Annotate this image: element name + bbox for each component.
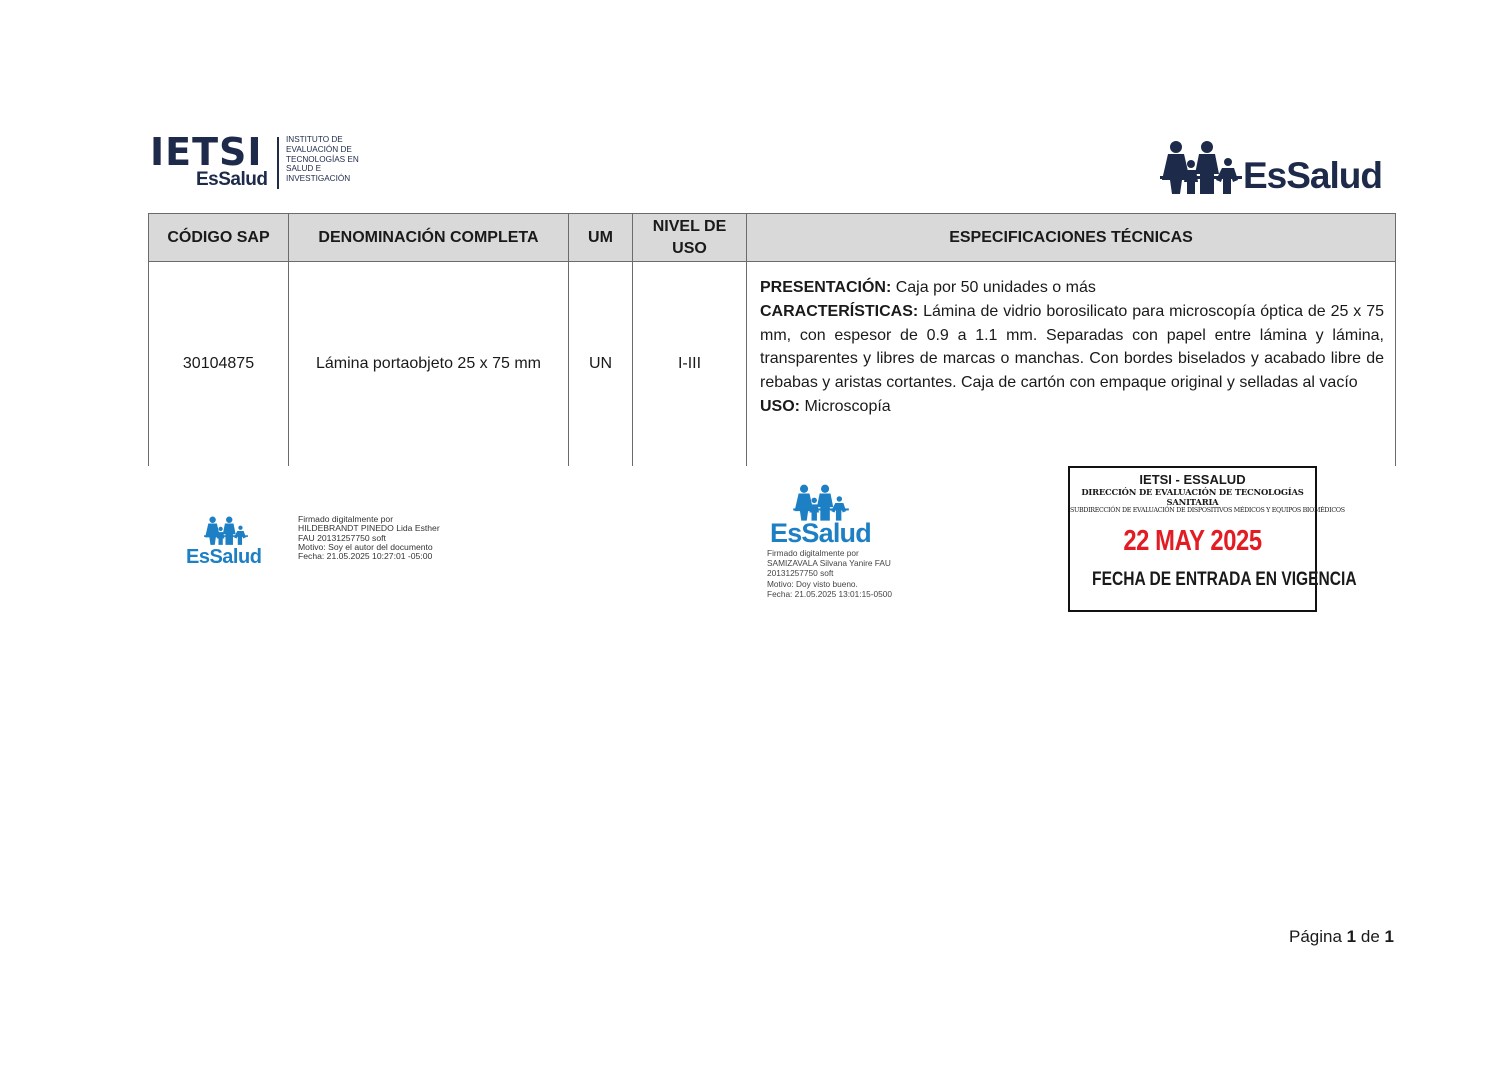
header-denominacion: DENOMINACIÓN COMPLETA [289,214,569,262]
signature-1-text: Firmado digitalmente por HILDEBRANDT PINEDO Lida Esther FAU 20131257750 soft Motivo: Soy el autor del documento Fecha: 21.05.2025 10:27:01 -05:00 [298,514,440,562]
ietsi-logo-sub: EsSalud [196,169,268,190]
essalud-family-icon [204,516,248,546]
table-row [149,262,1396,467]
signature-2-text: Firmado digitalmente por SAMIZAVALA Silvana Yanire FAU 20131257750 soft Motivo: Doy visto bueno. Fecha: 21.05.2025 13:01:15-0500 [767,548,893,599]
caracteristicas-text: Lámina de vidrio borosilicato para microscopía óptica de 25 x 75 mm, con espesor de 0.9 a 1.1 mm. Separadas con papel entre lámina y lámina, transparentes y libres de marcas o manchas. Con bordes biselados y acabado libre de rebabas y aristas cortantes. Caja de cartón con empaque original y selladas al vacío [760,302,1384,392]
essalud-logo-word: EsSalud [1243,155,1382,196]
signature-1-logo-word: EsSalud [186,546,262,568]
stamp-subdirection: SUBDIRECCIÓN DE EVALUACIÓN DE DISPOSITIVOS MÉDICOS Y EQUIPOS BIOMÉDICOS [1070,507,1345,514]
signature-1-logo [186,516,266,572]
cell-codigo-sap: 30104875 [149,262,289,467]
presentacion-text: Caja por 50 unidades o más [891,279,1096,296]
specifications-table [148,213,1396,466]
header-nivel-uso: NIVEL DE USO [633,214,747,262]
ietsi-logo-divider [277,137,279,189]
header-um: UM [569,214,633,262]
ietsi-logo-description: INSTITUTO DE EVALUACIÓN DE TECNOLOGÍAS EN SALUD E INVESTIGACIÓN [286,135,359,184]
signature-2-logo [770,484,880,552]
cell-nivel-uso: I-III [633,262,747,467]
cell-especificaciones [747,262,1396,467]
cell-denominacion: Lámina portaobjeto 25 x 75 mm [289,262,569,467]
ietsi-logo-word: IETSI [150,130,263,174]
essalud-logo [1160,140,1395,198]
presentacion-label: PRESENTACIÓN: [760,279,892,296]
table-header-row [149,214,1396,262]
uso-label: USO: [760,397,800,415]
effective-date-stamp [1068,466,1357,612]
cell-um: UN [569,262,633,467]
stamp-title: IETSI - ESSALUD [1139,472,1246,487]
header-codigo-sap: CÓDIGO SAP [149,214,289,262]
header-especificaciones: ESPECIFICACIONES TÉCNICAS [747,214,1396,262]
stamp-direction: DIRECCIÓN DE EVALUACIÓN DE TECNOLOGÍAS SANITARIA [1081,487,1304,507]
essalud-family-icon [1160,140,1242,196]
stamp-footer: FECHA DE ENTRADA EN VIGENCIA [1092,569,1357,590]
stamp-date: 22 MAY 2025 [1123,525,1262,557]
essalud-family-icon [792,484,850,522]
caracteristicas-label: CARACTERÍSTICAS: [760,302,919,320]
ietsi-logo [150,130,380,193]
signature-2-logo-word: EsSalud [770,518,871,548]
page-number: Página 1 de 1 [1289,927,1394,946]
uso-text: Microscopía [800,397,891,415]
